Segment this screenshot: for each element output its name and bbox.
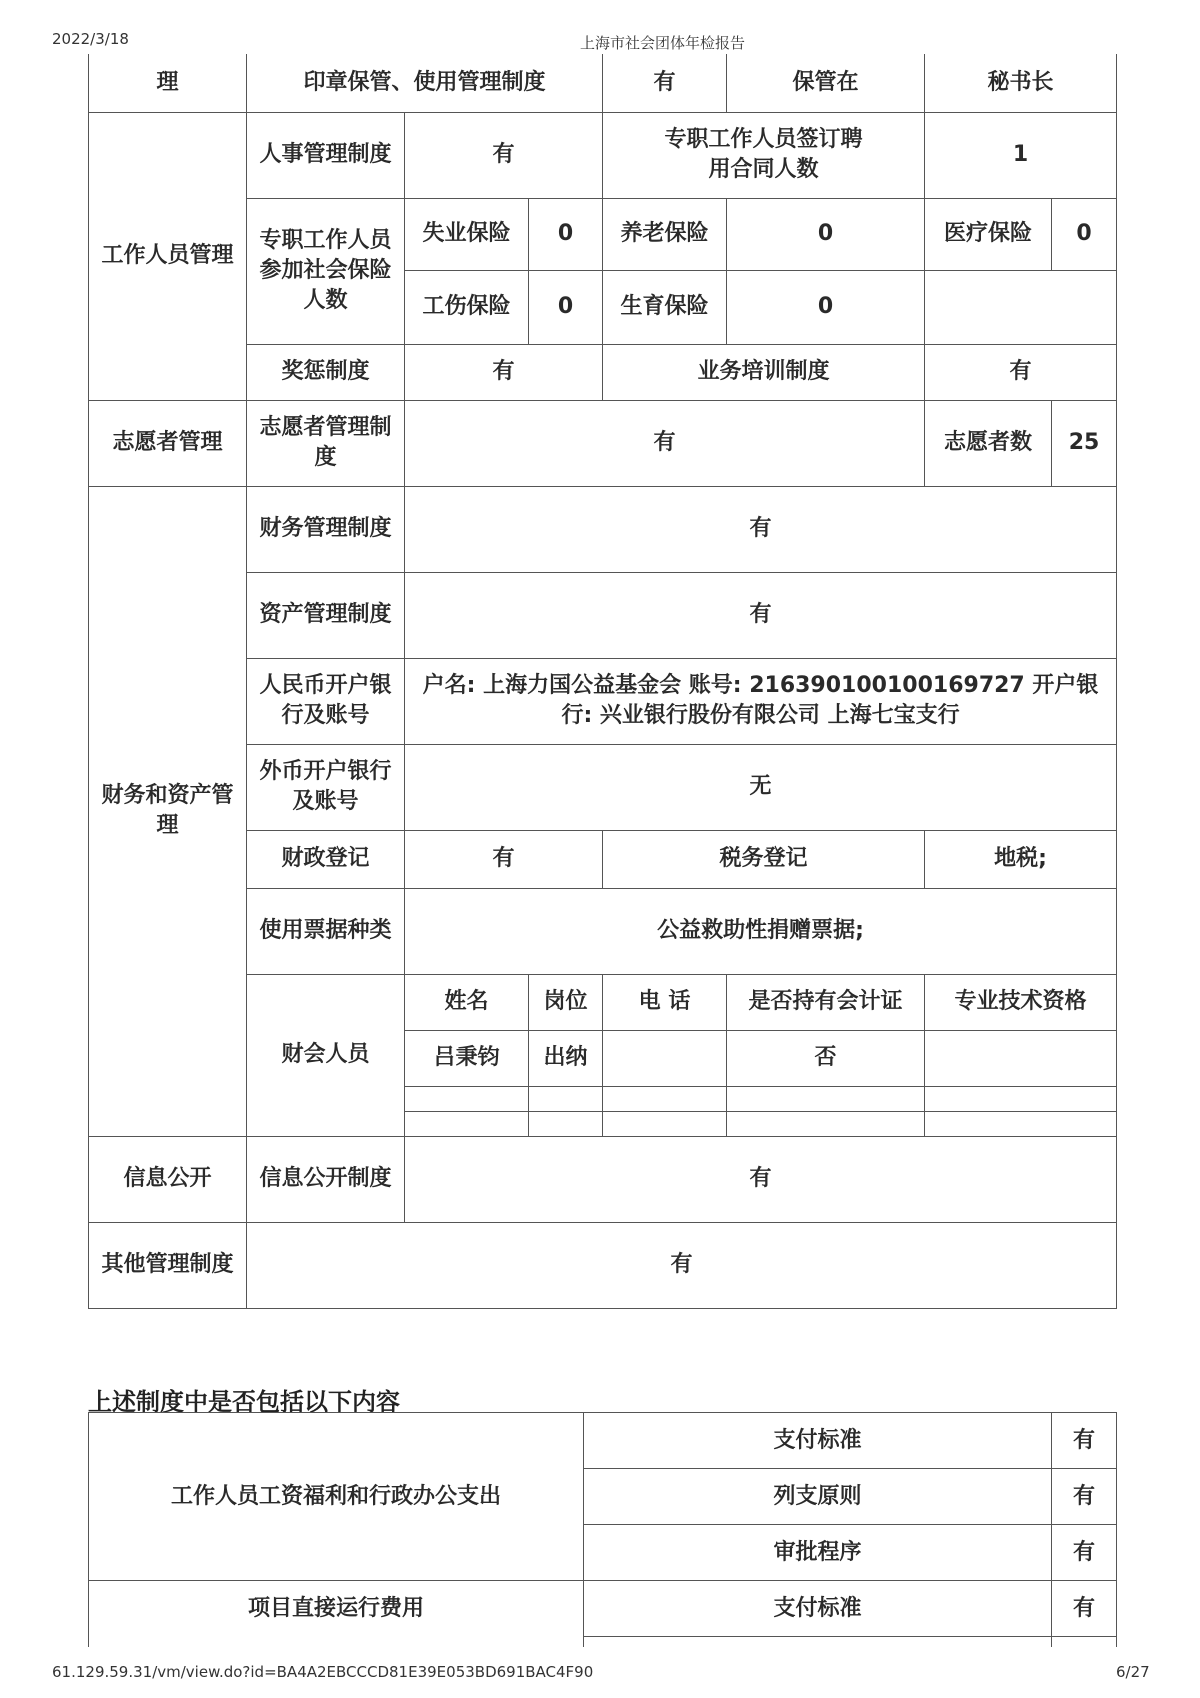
acc-header-phone: 电 话 (603, 974, 727, 1030)
empty-cell (727, 1086, 925, 1111)
seal-keeper-label: 保管在 (727, 54, 925, 112)
expense-value: 有 (1052, 1581, 1117, 1637)
rmb-account-value: 户名: 上海力国公益基金会 账号: 216390100100169727 开户银行: 兴业银行股份有限公司 上海七宝支行 (405, 658, 1117, 744)
contract-count-label: 专职工作人员签订聘用合同人数 (603, 112, 925, 198)
invoice-value: 公益救助性捐赠票据; (405, 888, 1117, 974)
maternity-value: 0 (727, 270, 925, 344)
training-label: 业务培训制度 (603, 344, 925, 400)
volunteer-count-label: 志愿者数 (925, 400, 1052, 486)
volunteer-category: 志愿者管理 (89, 400, 247, 486)
pension-value: 0 (727, 198, 925, 270)
invoice-label: 使用票据种类 (247, 888, 405, 974)
rmb-account-label: 人民币开户银行及账号 (247, 658, 405, 744)
staff-row-1 (89, 112, 1117, 198)
expense-value: 有 (1052, 1525, 1117, 1581)
expense-item: 列支原则 (584, 1469, 1052, 1525)
info-category: 信息公开 (89, 1136, 247, 1222)
pension-label: 养老保险 (603, 198, 727, 270)
empty-cell (584, 1637, 1052, 1647)
staff-category: 工作人员管理 (89, 112, 247, 400)
reward-label: 奖惩制度 (247, 344, 405, 400)
medical-value: 0 (1052, 198, 1117, 270)
personnel-policy-label: 人事管理制度 (247, 112, 405, 198)
empty-cell (89, 1637, 584, 1647)
empty-cell (603, 1111, 727, 1136)
other-row (89, 1222, 1117, 1308)
empty-cell (405, 1086, 529, 1111)
acc-certificate: 否 (727, 1030, 925, 1086)
seal-value: 有 (603, 54, 727, 112)
print-date: 2022/3/18 (52, 30, 129, 48)
section-title: 上述制度中是否包括以下内容 (88, 1388, 400, 1416)
other-value: 有 (247, 1222, 1117, 1308)
medical-label: 医疗保险 (925, 198, 1052, 270)
asset-policy-value: 有 (405, 572, 1117, 658)
empty-cell (603, 1086, 727, 1111)
acc-header-certificate: 是否持有会计证 (727, 974, 925, 1030)
unemployment-value: 0 (529, 198, 603, 270)
acc-header-qualification: 专业技术资格 (925, 974, 1117, 1030)
empty-cell (405, 1111, 529, 1136)
empty-cell (925, 1111, 1117, 1136)
finance-category: 财务和资产管理 (89, 486, 247, 1136)
volunteer-row (89, 400, 1117, 486)
expense-value: 有 (1052, 1413, 1117, 1469)
acc-header-name: 姓名 (405, 974, 529, 1030)
finance-policy-value: 有 (405, 486, 1117, 572)
acc-name: 吕秉钧 (405, 1030, 529, 1086)
volunteer-policy-value: 有 (405, 400, 925, 486)
expense-group-2: 项目直接运行费用 (89, 1581, 584, 1637)
volunteer-count-value: 25 (1052, 400, 1117, 486)
contents-table (88, 1412, 1117, 1647)
seal-item: 印章保管、使用管理制度 (247, 54, 603, 112)
info-policy-label: 信息公开制度 (247, 1136, 405, 1222)
insurance-label: 专职工作人员参加社会保险人数 (247, 198, 405, 344)
empty-cell (529, 1111, 603, 1136)
seal-category: 理 (89, 54, 247, 112)
empty-cell (529, 1086, 603, 1111)
fiscal-label: 财政登记 (247, 830, 405, 888)
empty-cell (1052, 1637, 1117, 1647)
contents-row (89, 1413, 1117, 1469)
injury-value: 0 (529, 270, 603, 344)
page-url: 61.129.59.31/vm/view.do?id=BA4A2EBCCCD81E39E053BD691BAC4F90 (52, 1663, 594, 1681)
management-table (88, 54, 1117, 1309)
unemployment-label: 失业保险 (405, 198, 529, 270)
finance-row-1 (89, 486, 1117, 572)
expense-item: 支付标准 (584, 1413, 1052, 1469)
empty-cell (925, 270, 1117, 344)
info-row (89, 1136, 1117, 1222)
tax-label: 税务登记 (603, 830, 925, 888)
seal-keeper: 秘书长 (925, 54, 1117, 112)
reward-value: 有 (405, 344, 603, 400)
contents-row (89, 1581, 1117, 1637)
contents-row-continued (89, 1637, 1117, 1647)
info-policy-value: 有 (405, 1136, 1117, 1222)
expense-item: 支付标准 (584, 1581, 1052, 1637)
expense-item: 审批程序 (584, 1525, 1052, 1581)
tax-value: 地税; (925, 830, 1117, 888)
acc-post: 出纳 (529, 1030, 603, 1086)
asset-policy-label: 资产管理制度 (247, 572, 405, 658)
training-value: 有 (925, 344, 1117, 400)
finance-policy-label: 财务管理制度 (247, 486, 405, 572)
acc-header-post: 岗位 (529, 974, 603, 1030)
personnel-policy-value: 有 (405, 112, 603, 198)
acc-phone (603, 1030, 727, 1086)
empty-cell (727, 1111, 925, 1136)
expense-group-1: 工作人员工资福利和行政办公支出 (89, 1413, 584, 1581)
acc-qualification (925, 1030, 1117, 1086)
maternity-label: 生育保险 (603, 270, 727, 344)
contract-count-value: 1 (925, 112, 1117, 198)
other-category: 其他管理制度 (89, 1222, 247, 1308)
page-number: 6/27 (1116, 1663, 1150, 1681)
fiscal-value: 有 (405, 830, 603, 888)
expense-value: 有 (1052, 1469, 1117, 1525)
print-title: 上海市社会团体年检报告 (580, 34, 746, 52)
injury-label: 工伤保险 (405, 270, 529, 344)
fx-account-value: 无 (405, 744, 1117, 830)
fx-account-label: 外币开户银行及账号 (247, 744, 405, 830)
volunteer-policy-label: 志愿者管理制度 (247, 400, 405, 486)
accountant-label: 财会人员 (247, 974, 405, 1136)
seal-row (89, 54, 1117, 112)
empty-cell (925, 1086, 1117, 1111)
